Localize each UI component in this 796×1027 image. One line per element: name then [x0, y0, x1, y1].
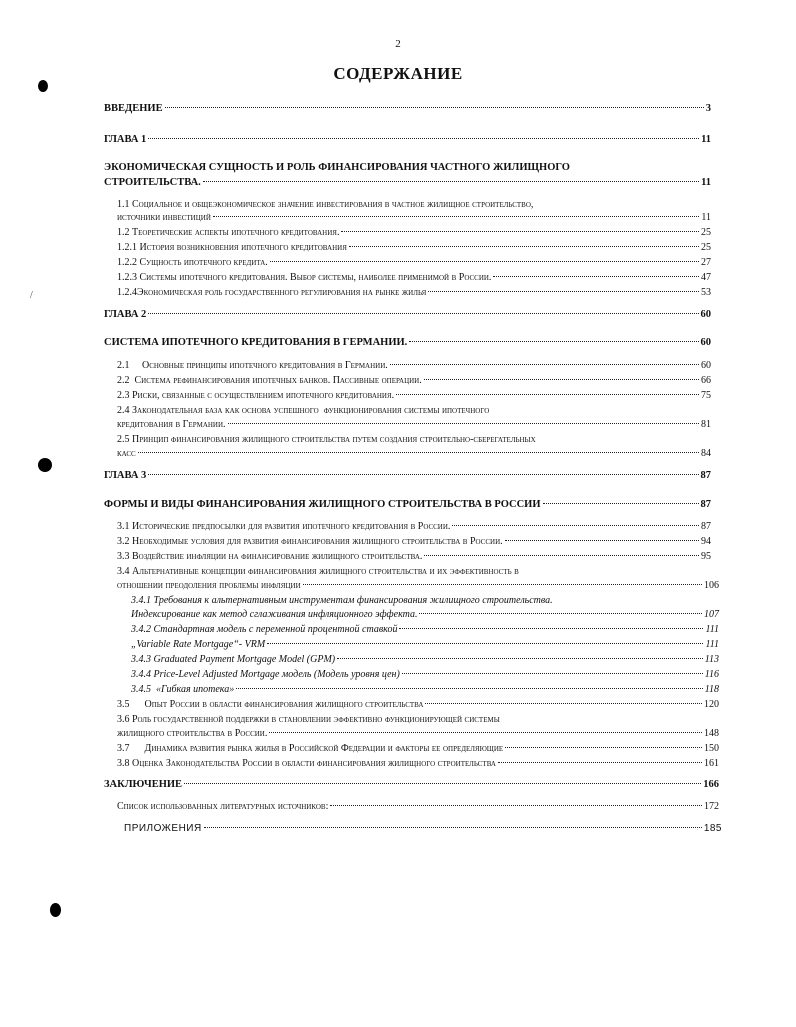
toc-entry-2-4[interactable] [117, 418, 711, 431]
toc-entry-label: 3.5 Опыт России в области финансирования жилищного строительства [117, 699, 424, 710]
toc-page-number: 95 [701, 551, 711, 562]
toc-2-5-line1[interactable]: 2.5 Принцип финансирования жилищного строительства путем создания строительно-сберегательных [117, 434, 536, 445]
toc-entry-3-4-4[interactable] [131, 668, 719, 681]
toc-page-number: 60 [700, 337, 711, 348]
toc-entry-3-7[interactable] [117, 742, 719, 755]
toc-page-number: 87 [701, 521, 711, 532]
toc-page-number: 150 [704, 743, 719, 754]
toc-entry-label: 2.2 Система рефинансирования ипотечных банков. Пассивные операции. [117, 375, 422, 386]
toc-entry-label: 1.2.3 Системы ипотечного кредитования. Выбор системы, наиболее применимой в России. [117, 272, 492, 283]
toc-entry-label: касс [117, 448, 136, 459]
toc-entry-vrm[interactable] [131, 638, 719, 651]
leader-dots [337, 658, 703, 659]
toc-entry-label: кредитования в Германии. [117, 419, 226, 430]
leader-dots [399, 628, 703, 629]
toc-entry-label: Список использованных литературных источников: [117, 801, 329, 812]
toc-entry-conclusion[interactable] [104, 778, 719, 791]
scan-artifact: / [30, 290, 33, 301]
leader-dots [267, 643, 703, 644]
toc-entry-label: 1.2.2 Сущность ипотечного кредита. [117, 257, 268, 268]
toc-entry-3-2[interactable] [117, 535, 711, 548]
toc-entry-label: жилищного строительства в России. [117, 728, 268, 739]
leader-dots [396, 394, 699, 395]
toc-page-number: 161 [704, 758, 719, 769]
toc-entry-1-1[interactable] [117, 211, 711, 224]
leader-dots [303, 584, 702, 585]
toc-entry-label: 2.3 Риски, связанные с осуществлением ипотечного кредитования. [117, 390, 395, 401]
toc-entry-1-2-2[interactable] [117, 256, 711, 269]
toc-page-number: 11 [701, 134, 711, 145]
toc-entry-label: „Variable Rate Mortgage“- VRM [131, 639, 266, 650]
leader-dots [419, 613, 702, 614]
toc-page-number: 172 [704, 801, 719, 812]
leader-dots [203, 181, 699, 182]
toc-page-number: 81 [701, 419, 711, 430]
toc-3-4-1-line1[interactable]: 3.4.1 Требования к альтернативным инструментам финансирования жилищного строительства. [131, 595, 553, 606]
toc-page-number: 66 [701, 375, 711, 386]
leader-dots [390, 364, 699, 365]
toc-entry-chapter-1-title[interactable] [104, 176, 711, 189]
toc-entry-label: ВВЕДЕНИЕ [104, 103, 163, 114]
toc-entry-label: ГЛАВА 2 [104, 309, 147, 320]
hole-punch-mark [38, 80, 48, 92]
hole-punch-mark [38, 458, 52, 472]
toc-entry-label: 3.4.3 Graduated Payment Mortgage Model (GPM) [131, 654, 336, 665]
toc-entry-2-1[interactable] [117, 359, 711, 372]
toc-page-number: 107 [704, 609, 719, 620]
toc-entry-label: 3.4.2 Стандартная модель с переменной процентной ставкой [131, 624, 398, 635]
leader-dots [148, 313, 698, 314]
toc-page-number: 94 [701, 536, 711, 547]
toc-entry-3-4-3[interactable] [131, 653, 719, 666]
toc-page-number: 11 [701, 212, 711, 223]
toc-entry-label: 3.4.4 Price-Level Adjusted Mortgage модель (Модель уровня цен) [131, 669, 400, 680]
leader-dots [165, 107, 704, 108]
toc-entry-3-5[interactable] [117, 698, 719, 711]
toc-2-4-line1[interactable]: 2.4 Законодательная база как основа успешного функционирования системы ипотечного [117, 405, 490, 416]
toc-page-number: 185 [703, 823, 722, 834]
toc-entry-1-2-3[interactable] [117, 271, 711, 284]
toc-entry-chapter-1[interactable] [104, 133, 711, 146]
toc-1-1-line1[interactable]: 1.1 Социальное и общеэкономическое значение инвестирования в частное жилищное строительство, [117, 199, 534, 210]
leader-dots [213, 216, 699, 217]
toc-page-number: 148 [704, 728, 719, 739]
leader-dots [269, 732, 702, 733]
leader-dots [409, 341, 698, 342]
toc-entry-3-4-1[interactable] [131, 608, 719, 621]
leader-dots [236, 688, 703, 689]
toc-entry-1-2-1[interactable] [117, 241, 711, 254]
page-number: 2 [395, 38, 401, 50]
toc-page-number: 60 [701, 360, 711, 371]
toc-entry-chapter-3-title[interactable] [104, 498, 711, 511]
leader-dots [424, 379, 699, 380]
toc-entry-2-5[interactable] [117, 447, 711, 460]
leader-dots [341, 231, 699, 232]
toc-entry-3-6[interactable] [117, 727, 719, 740]
toc-page-number: 47 [701, 272, 711, 283]
leader-dots [228, 423, 699, 424]
toc-entry-3-1[interactable] [117, 520, 711, 533]
leader-dots [184, 783, 701, 784]
leader-dots [402, 673, 703, 674]
hole-punch-mark [50, 903, 61, 917]
leader-dots [493, 276, 699, 277]
toc-entry-label: ГЛАВА 3 [104, 470, 147, 481]
toc-page-number: 25 [701, 242, 711, 253]
toc-entry-2-3[interactable] [117, 389, 711, 402]
toc-page-number: 116 [704, 669, 719, 680]
leader-dots [424, 555, 699, 556]
toc-entry-3-3[interactable] [117, 550, 711, 563]
leader-dots [428, 291, 699, 292]
toc-entry-chapter-3[interactable] [104, 469, 711, 482]
toc-entry-3-4-5[interactable] [131, 683, 719, 696]
toc-page-number: 60 [700, 309, 711, 320]
leader-dots [270, 261, 699, 262]
toc-entry-label: 3.1 Исторические предпосылки для развития ипотечного кредитования в России. [117, 521, 451, 532]
toc-page-number: 11 [701, 177, 711, 188]
toc-page-number: 113 [704, 654, 719, 665]
toc-entry-2-2[interactable] [117, 374, 711, 387]
toc-entry-label: источники инвестиций [117, 212, 211, 223]
toc-page-number: 120 [704, 699, 719, 710]
toc-entry-sources[interactable] [117, 800, 719, 813]
toc-3-6-line1[interactable]: 3.6 Роль государственной поддержки в становлении эффективно функционирующей системы [117, 714, 500, 725]
leader-dots [138, 452, 699, 453]
toc-entry-3-8[interactable] [117, 757, 719, 770]
toc-entry-label: 1.2 Теоретические аспекты ипотечного кредитования. [117, 227, 340, 238]
toc-page-number: 106 [704, 580, 719, 591]
toc-entry-label: ФОРМЫ И ВИДЫ ФИНАНСИРОВАНИЯ ЖИЛИЩНОГО СТРОИТЕЛЬСТВА В РОССИИ [104, 499, 541, 510]
toc-entry-1-2-4[interactable] [117, 286, 711, 299]
leader-dots [349, 246, 699, 247]
toc-3-4-line1[interactable]: 3.4 Альтернативные концепции финансирования жилищного строительства и их эффективность в [117, 566, 519, 577]
toc-page-number: 87 [700, 499, 711, 510]
toc-page-number: 25 [701, 227, 711, 238]
toc-entry-1-2[interactable] [117, 226, 711, 239]
leader-dots [543, 503, 699, 504]
toc-page-number: 75 [701, 390, 711, 401]
toc-entry-label: ПРИЛОЖЕНИЯ [124, 823, 202, 834]
toc-entry-label: 3.8 Оценка Законодательства России в области финансирования жилищного строительства [117, 758, 496, 769]
toc-entry-label: 3.4.5 «Гибкая ипотека» [131, 684, 235, 695]
leader-dots [204, 827, 702, 828]
leader-dots [498, 762, 702, 763]
toc-entry-label: 3.7 Динамика развития рынка жилья в Российской Федерации и факторы ее определяющие [117, 743, 504, 754]
toc-entry-label: ГЛАВА 1 [104, 134, 147, 145]
toc-entry-label: СИСТЕМА ИПОТЕЧНОГО КРЕДИТОВАНИЯ В ГЕРМАНИИ. [104, 337, 408, 348]
toc-entry-label: 2.1 Основные принципы ипотечного кредитования в Германии. [117, 360, 388, 371]
toc-entry-appendix[interactable] [124, 822, 722, 835]
leader-dots [505, 747, 702, 748]
toc-entry-introduction[interactable] [104, 102, 711, 115]
toc-chapter-1-title-line1[interactable]: ЭКОНОМИЧЕСКАЯ СУЩНОСТЬ И РОЛЬ ФИНАНСИРОВАНИЯ ЧАСТНОГО ЖИЛИЩНОГО [104, 162, 570, 173]
toc-entry-chapter-2[interactable] [104, 308, 711, 321]
toc-entry-label: 3.2 Необходимые условия для развития финансирования жилищного строительства в России. [117, 536, 503, 547]
toc-page-number: 3 [705, 103, 711, 114]
toc-entry-label: 3.3 Воздействие инфляции на финансирование жилищного строительства. [117, 551, 423, 562]
toc-page-number: 111 [705, 624, 719, 635]
toc-page-number: 27 [701, 257, 711, 268]
leader-dots [330, 805, 702, 806]
toc-entry-label: 1.2.4Экономическая роль государственного регулирования на рынке жилья [117, 287, 427, 298]
toc-page-number: 118 [704, 684, 719, 695]
page-title: СОДЕРЖАНИЕ [333, 64, 463, 83]
toc-entry-label: СТРОИТЕЛЬСТВА. [104, 177, 201, 188]
toc-page-number: 166 [703, 779, 719, 790]
leader-dots [425, 703, 702, 704]
leader-dots [148, 474, 698, 475]
toc-entry-3-4-2[interactable] [131, 623, 719, 636]
toc-page-number: 84 [701, 448, 711, 459]
leader-dots [452, 525, 699, 526]
toc-entry-label: Индексирование как метод сглаживания инфляционного эффекта. [131, 609, 418, 620]
toc-page-number: 111 [705, 639, 719, 650]
toc-entry-3-4[interactable] [117, 579, 719, 592]
toc-page-number: 87 [700, 470, 711, 481]
leader-dots [505, 540, 699, 541]
toc-page-number: 53 [701, 287, 711, 298]
toc-entry-chapter-2-title[interactable] [104, 336, 711, 349]
toc-entry-label: ЗАКЛЮЧЕНИЕ [104, 779, 183, 790]
toc-entry-label: 1.2.1 История возникновения ипотечного кредитования [117, 242, 347, 253]
toc-entry-label: отношении преодоления проблемы инфляции [117, 580, 301, 591]
leader-dots [148, 138, 699, 139]
